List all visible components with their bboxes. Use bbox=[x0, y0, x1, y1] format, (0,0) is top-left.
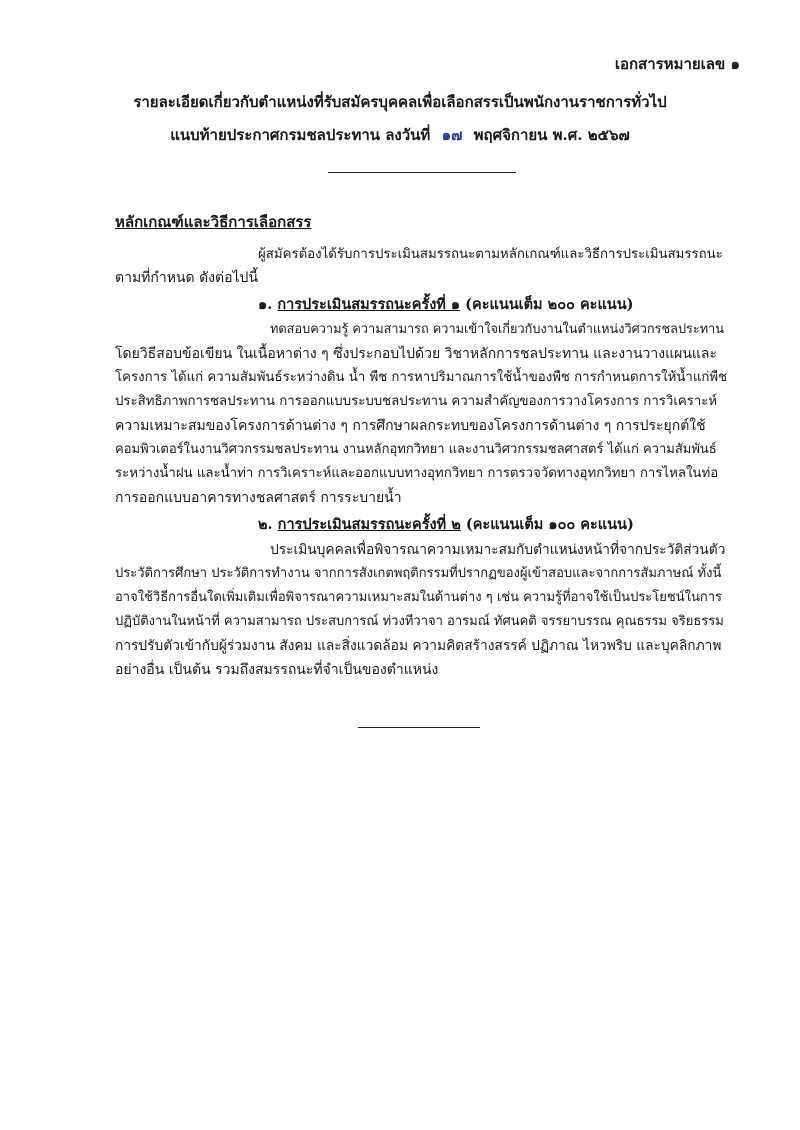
section-2-line: อย่างอื่น เป็นต้น รวมถึงสมรรถนะที่จำเป็นของตำแหน่ง bbox=[115, 662, 439, 678]
section-1-line: ระหว่างน้ำฝน และน้ำท่า การวิเคราะห์และออกแบบทางอุทกวิทยา การตรวจวัดทางอุทกวิทยา การไหลในท่อ bbox=[115, 466, 719, 481]
section-1-line: ทดสอบความรู้ ความสามารถ ความเข้าใจเกี่ยวกับงานในตำแหน่งวิศวกรชลประทาน bbox=[270, 322, 725, 337]
title-line-2 bbox=[0, 123, 800, 147]
title-divider bbox=[328, 172, 516, 173]
title-line-2-prefix: แนบท้ายประกาศกรมชลประทาน ลงวันที่ bbox=[170, 126, 431, 144]
section-1-number: ๑. bbox=[258, 296, 273, 313]
section-heading: หลักเกณฑ์และวิธีการเลือกสรร bbox=[115, 213, 312, 231]
title-line-1: รายละเอียดเกี่ยวกับตำแหน่งที่รับสมัครบุคคลเพื่อเลือกสรรเป็นพนักงานราชการทั่วไป bbox=[133, 93, 667, 111]
intro-line-2: ตามที่กำหนด ดังต่อไปนี้ bbox=[115, 270, 259, 286]
section-1-line: ความเหมาะสมของโครงการด้านต่าง ๆ การศึกษาผลกระทบของโครงการด้านต่าง ๆ การประยุกต์ใช้ bbox=[115, 418, 706, 434]
section-2-line: ปฏิบัติงานในหน้าที่ ความสามารถ ประสบการณ์ ท่วงทีวาจา อารมณ์ ทัศนคติ จรรยาบรรณ คุณธรรม จริยธรรม bbox=[115, 614, 724, 629]
section-2-score: (คะแนนเต็ม ๑๐๐ คะแนน) bbox=[465, 516, 634, 533]
section-2-title: การประเมินสมรรถนะครั้งที่ ๒ bbox=[277, 516, 461, 533]
section-1-line: โดยวิธีสอบข้อเขียน ในเนื้อหาต่าง ๆ ซึ่งประกอบไปด้วย วิชาหลักการชลประทาน และงานวางแผนและ bbox=[115, 346, 718, 362]
section-1-line: ประสิทธิภาพการชลประทาน การออกแบบระบบชลประทาน ความสำคัญของการวางโครงการ การวิเคราะห์ bbox=[115, 394, 718, 409]
section-1-score: (คะแนนเต็ม ๒๐๐ คะแนน) bbox=[465, 296, 634, 313]
document-number: เอกสารหมายเลข ๑ bbox=[614, 55, 740, 73]
section-1-title: การประเมินสมรรถนะครั้งที่ ๑ bbox=[277, 296, 461, 313]
section-2-header bbox=[258, 513, 634, 536]
section-1-line: โครงการ ได้แก่ ความสัมพันธ์ระหว่างดิน น้ำ พืช การหาปริมาณการใช้น้ำของพืช การกำหนดการให้น้ำแก่พืช bbox=[115, 370, 728, 385]
section-1-line: คอมพิวเตอร์ในงานวิศวกรรมชลประทาน งานหลักอุทกวิทยา และงานวิศวกรรมชลศาสตร์ ได้แก่ ความสัมพันธ์ bbox=[115, 442, 717, 457]
section-2-line: อาจใช้วิธีการอื่นใดเพิ่มเติมเพื่อพิจารณาความเหมาะสมในด้านต่าง ๆ เช่น ความรู้ที่อาจใช้เป็นประโยชน์ในการ bbox=[115, 590, 722, 605]
section-2-line: ประเมินบุคคลเพื่อพิจารณาความเหมาะสมกับตำแหน่งหน้าที่จากประวัติส่วนตัว bbox=[270, 542, 726, 558]
title-line-2-suffix: พฤศจิกายน พ.ศ. ๒๕๖๗ bbox=[473, 126, 630, 144]
section-2-line: การปรับตัวเข้ากับผู้ร่วมงาน สังคม และสิ่งแวดล้อม ความคิดสร้างสรรค์ ปฏิภาณ ไหวพริบ และบุคลิกภาพ bbox=[115, 638, 722, 654]
section-2-number: ๒. bbox=[258, 516, 273, 533]
section-2-line: ประวัติการศึกษา ประวัติการทำงาน จากการสังเกตพฤติกรรมที่ปรากฏของผู้เข้าสอบและจากการสัมภาษณ์ ทั้งนี้ bbox=[115, 566, 722, 581]
title-line-2-day: ๑๗ bbox=[441, 126, 463, 144]
section-1-header bbox=[258, 293, 633, 316]
intro-line-1: ผู้สมัครต้องได้รับการประเมินสมรรถนะตามหลักเกณฑ์และวิธีการประเมินสมรรถนะ bbox=[258, 247, 723, 262]
end-divider bbox=[358, 727, 480, 728]
section-1-line: การออกแบบอาคารทางชลศาสตร์ การระบายน้ำ bbox=[115, 490, 402, 506]
